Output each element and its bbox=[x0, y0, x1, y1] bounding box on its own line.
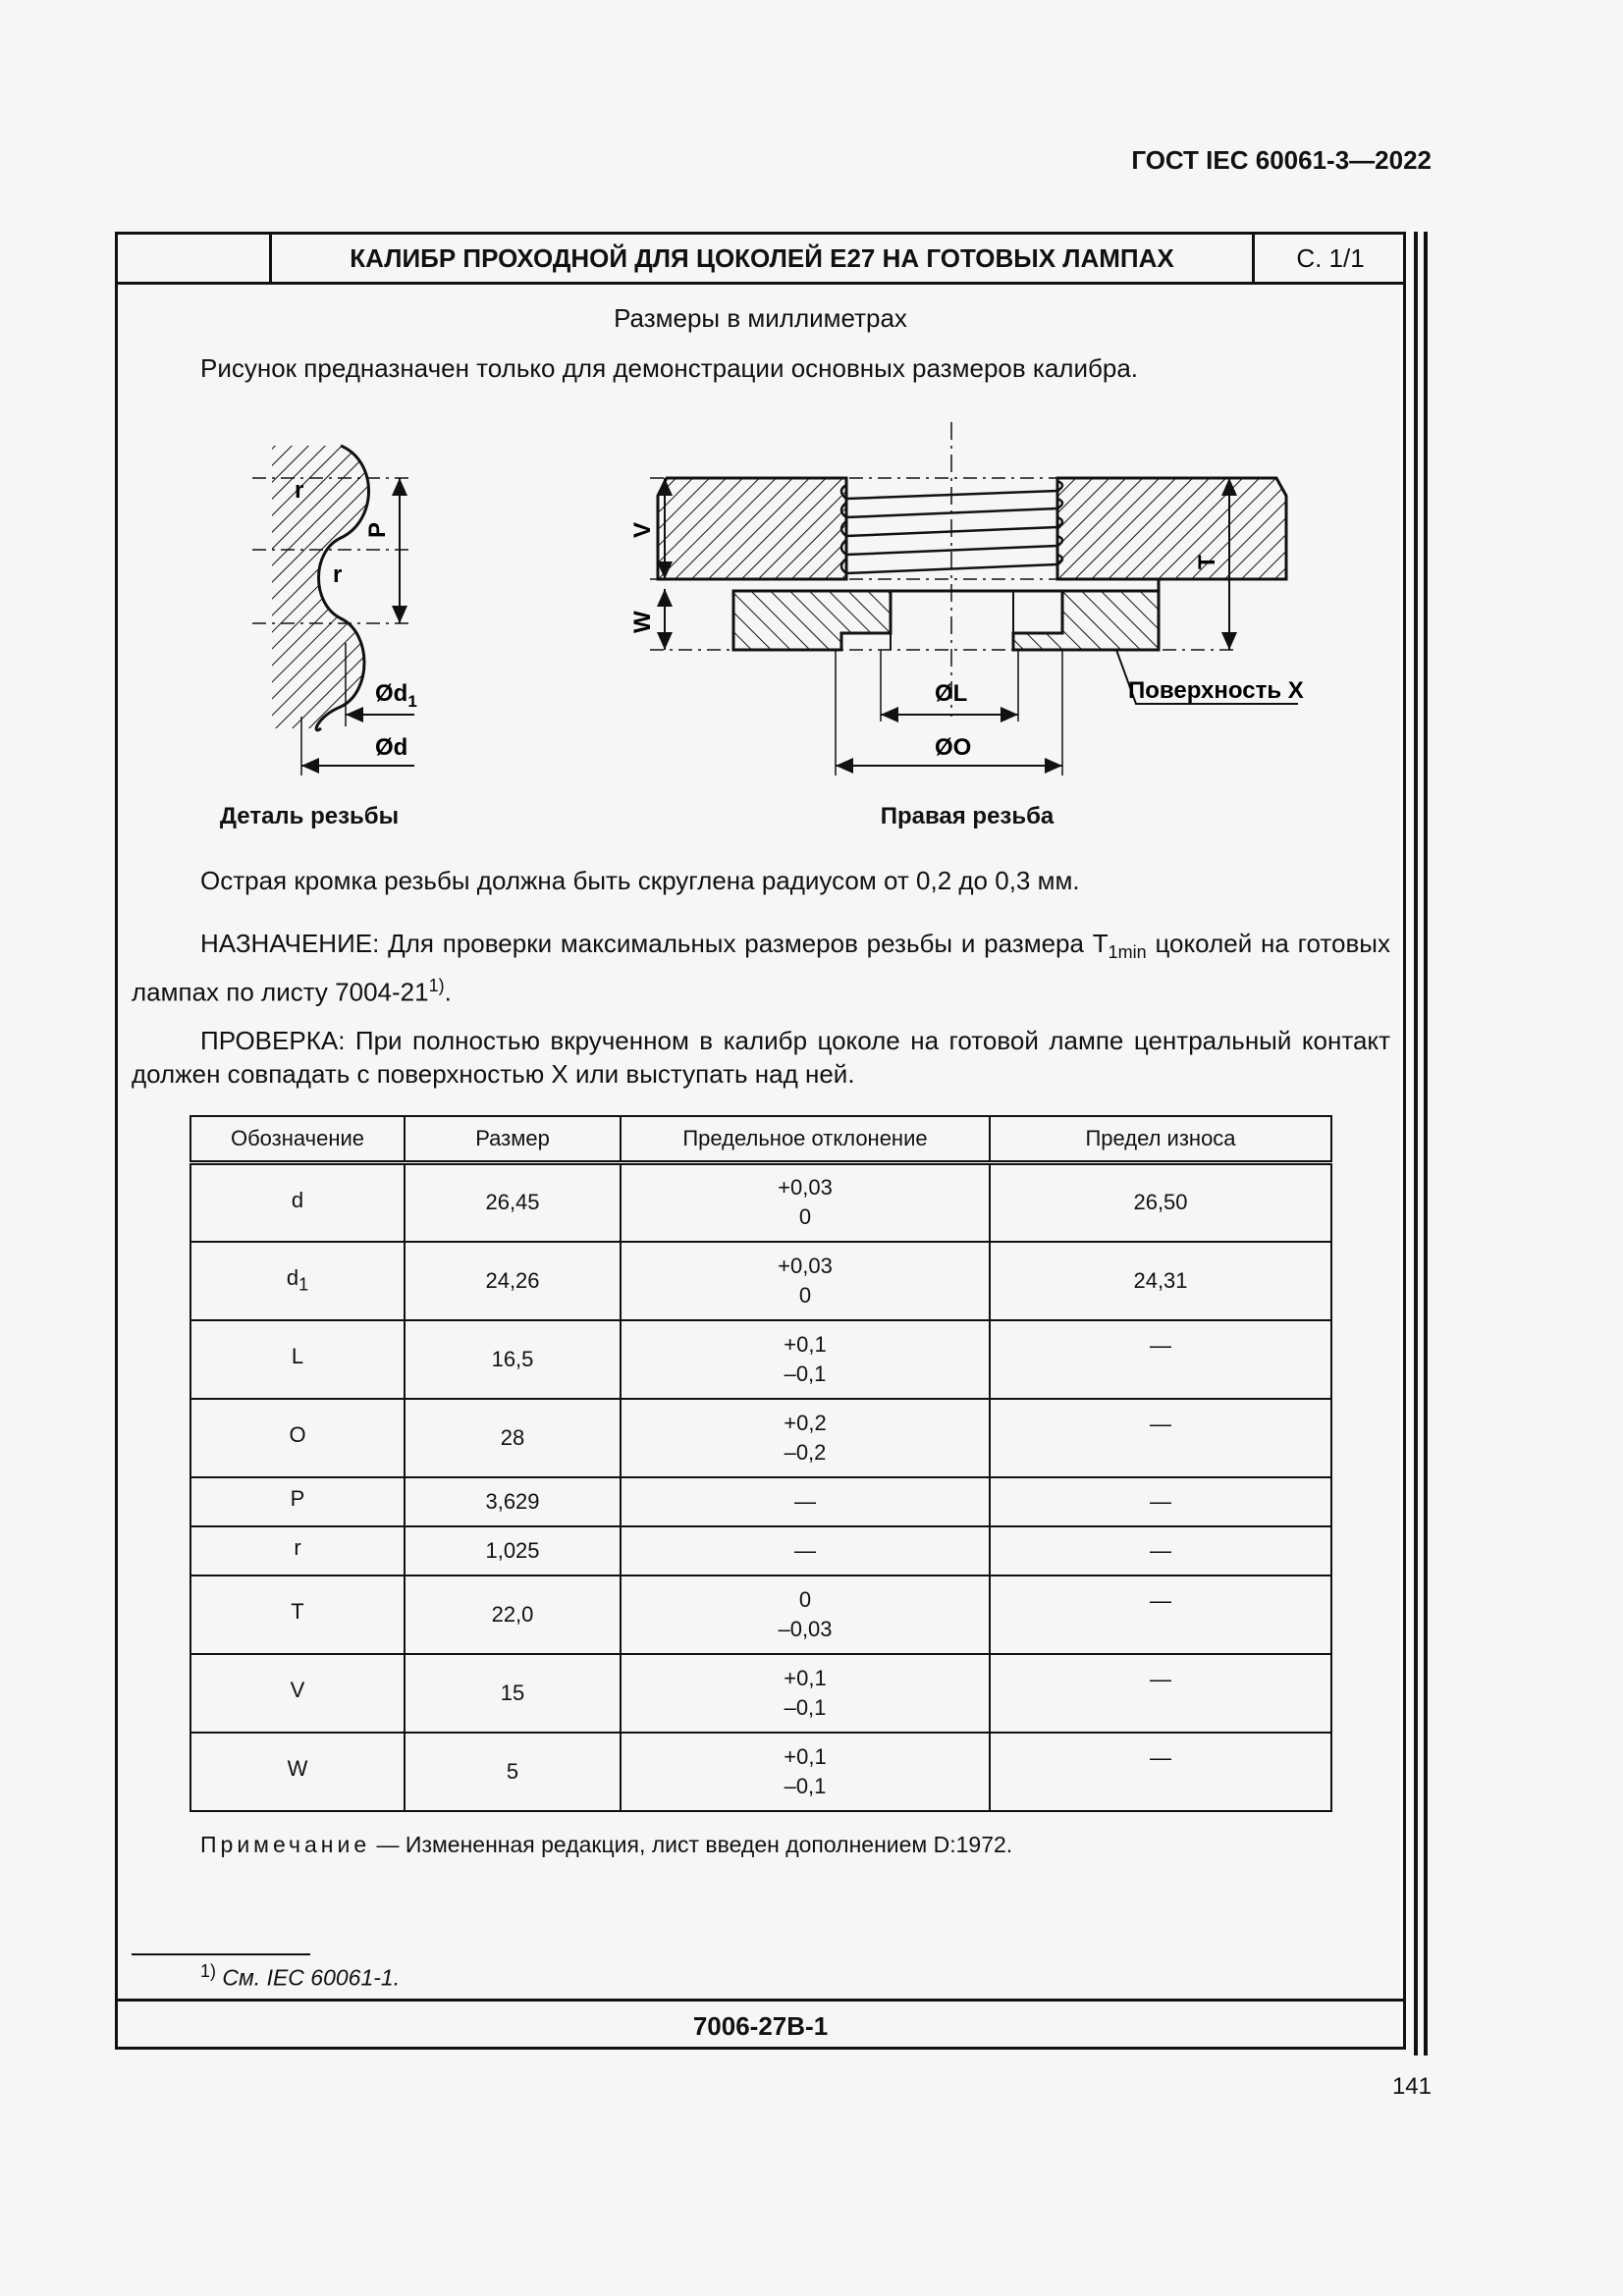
table-row bbox=[190, 1320, 1331, 1399]
cell-deviation: +0,1 –0,1 bbox=[621, 1654, 990, 1733]
base-plate-left bbox=[733, 591, 891, 650]
dimensions-note: Размеры в миллиметрах bbox=[614, 303, 907, 333]
header-deviation: Предельное отклонение bbox=[621, 1116, 990, 1163]
cell-deviation: +0,1 –0,1 bbox=[621, 1320, 990, 1399]
cell-symbol: r bbox=[190, 1526, 405, 1575]
gauge-section-view bbox=[629, 422, 1304, 775]
cell-size: 24,26 bbox=[405, 1242, 621, 1320]
table-row bbox=[190, 1163, 1331, 1242]
standard-code: ГОСТ IEC 60061-3—2022 bbox=[1131, 145, 1432, 175]
ring-right-half bbox=[1057, 478, 1286, 579]
cell-symbol: P bbox=[190, 1477, 405, 1526]
table-row bbox=[190, 1654, 1331, 1733]
cell-deviation: — bbox=[621, 1477, 990, 1526]
cell-size: 26,45 bbox=[405, 1163, 621, 1242]
base-plate-right bbox=[1013, 591, 1159, 650]
table-row bbox=[190, 1575, 1331, 1654]
cell-deviation: 0 –0,03 bbox=[621, 1575, 990, 1654]
sheet-title: КАЛИБР ПРОХОДНОЙ ДЛЯ ЦОКОЛЕЙ E27 НА ГОТОВЫХ ЛАМПАХ bbox=[350, 243, 1174, 273]
cell-size: 16,5 bbox=[405, 1320, 621, 1399]
footnote: $^{1)}$ См. IEC 60061-1. bbox=[200, 1961, 401, 1991]
v-label: V bbox=[629, 521, 656, 538]
cell-symbol: $d_1$ bbox=[190, 1242, 405, 1320]
footnote-rule bbox=[132, 1953, 310, 1955]
footer-divider bbox=[115, 1999, 1406, 2002]
d-label: Ød bbox=[375, 734, 408, 761]
cell-size: 5 bbox=[405, 1733, 621, 1811]
cell-size: 22,0 bbox=[405, 1575, 621, 1654]
right-thread-caption: Правая резьба bbox=[880, 803, 1055, 829]
cell-wear: — bbox=[990, 1320, 1331, 1399]
cell-wear: — bbox=[990, 1477, 1331, 1526]
table-row bbox=[190, 1242, 1331, 1320]
cell-size: 15 bbox=[405, 1654, 621, 1733]
table-row bbox=[190, 1733, 1331, 1811]
t-label: T bbox=[1194, 555, 1220, 569]
cell-wear: 24,31 bbox=[990, 1242, 1331, 1320]
table-header-row bbox=[190, 1116, 1331, 1163]
cell-symbol: L bbox=[190, 1320, 405, 1399]
cell-size: 1,025 bbox=[405, 1526, 621, 1575]
cell-wear: 26,50 bbox=[990, 1163, 1331, 1242]
cell-deviation: — bbox=[621, 1526, 990, 1575]
pitch-label: P bbox=[364, 521, 391, 538]
page-number: 141 bbox=[1391, 2073, 1432, 2100]
check-paragraph: ПРОВЕРКА: При полностью вкрученном в калибр цоколе на готовой лампе центральный контакт должен совпадать с поверхностью X или выступать над ней. bbox=[132, 1026, 1390, 1089]
frame-double-line-2 bbox=[1424, 232, 1428, 2056]
w-label: W bbox=[629, 611, 656, 633]
cell-size: 28 bbox=[405, 1399, 621, 1477]
table-row bbox=[190, 1477, 1331, 1526]
cell-deviation: +0,03 0 bbox=[621, 1242, 990, 1320]
header-wear-limit: Предел износа bbox=[990, 1116, 1331, 1163]
note: Примечание — Измененная редакция, лист введен дополнением D:1972. bbox=[200, 1832, 1013, 1857]
purpose-paragraph: НАЗНАЧЕНИЕ: Для проверки максимальных размеров резьбы и размера $T_{1min}$ цоколей на готовых лампах по листу 7004-21$^{1)}$. bbox=[132, 929, 1390, 1007]
radius-label: r bbox=[295, 477, 304, 504]
surface-x-label: Поверхность X bbox=[1128, 677, 1304, 704]
cell-symbol: V bbox=[190, 1654, 405, 1733]
table-row bbox=[190, 1526, 1331, 1575]
cell-symbol: W bbox=[190, 1733, 405, 1811]
cell-symbol: T bbox=[190, 1575, 405, 1654]
cell-wear: — bbox=[990, 1399, 1331, 1477]
sheet-code: 7006-27B-1 bbox=[692, 2011, 829, 2041]
sheet-number: С. 1/1 bbox=[1296, 243, 1365, 273]
radius-label: r bbox=[333, 561, 343, 588]
cell-wear: — bbox=[990, 1575, 1331, 1654]
table-row bbox=[190, 1399, 1331, 1477]
frame-double-line-1 bbox=[1414, 232, 1418, 2056]
cell-symbol: d bbox=[190, 1163, 405, 1242]
l-label: ØL bbox=[935, 680, 968, 707]
o-label: ØO bbox=[935, 734, 972, 761]
header-designation: Обозначение bbox=[190, 1116, 405, 1163]
dimension-table bbox=[189, 1115, 1332, 1812]
cell-wear: — bbox=[990, 1733, 1331, 1811]
gauge-drawing bbox=[115, 422, 1406, 795]
detail-caption: Деталь резьбы bbox=[219, 803, 400, 829]
cell-wear: — bbox=[990, 1654, 1331, 1733]
cell-deviation: +0,2 –0,2 bbox=[621, 1399, 990, 1477]
thread-detail-view bbox=[252, 446, 417, 775]
cell-wear: — bbox=[990, 1526, 1331, 1575]
ring-left-half bbox=[658, 478, 846, 579]
cell-deviation: +0,1 –0,1 bbox=[621, 1733, 990, 1811]
figure-note: Рисунок предназначен только для демонстрации основных размеров калибра. bbox=[200, 353, 1139, 383]
cell-deviation: +0,03 0 bbox=[621, 1163, 990, 1242]
d1-label: $Ød_1$ bbox=[375, 680, 417, 711]
edge-paragraph: Острая кромка резьбы должна быть скруглена радиусом от 0,2 до 0,3 мм. bbox=[200, 866, 1080, 895]
cell-size: 3,629 bbox=[405, 1477, 621, 1526]
cell-symbol: O bbox=[190, 1399, 405, 1477]
header-size: Размер bbox=[405, 1116, 621, 1163]
